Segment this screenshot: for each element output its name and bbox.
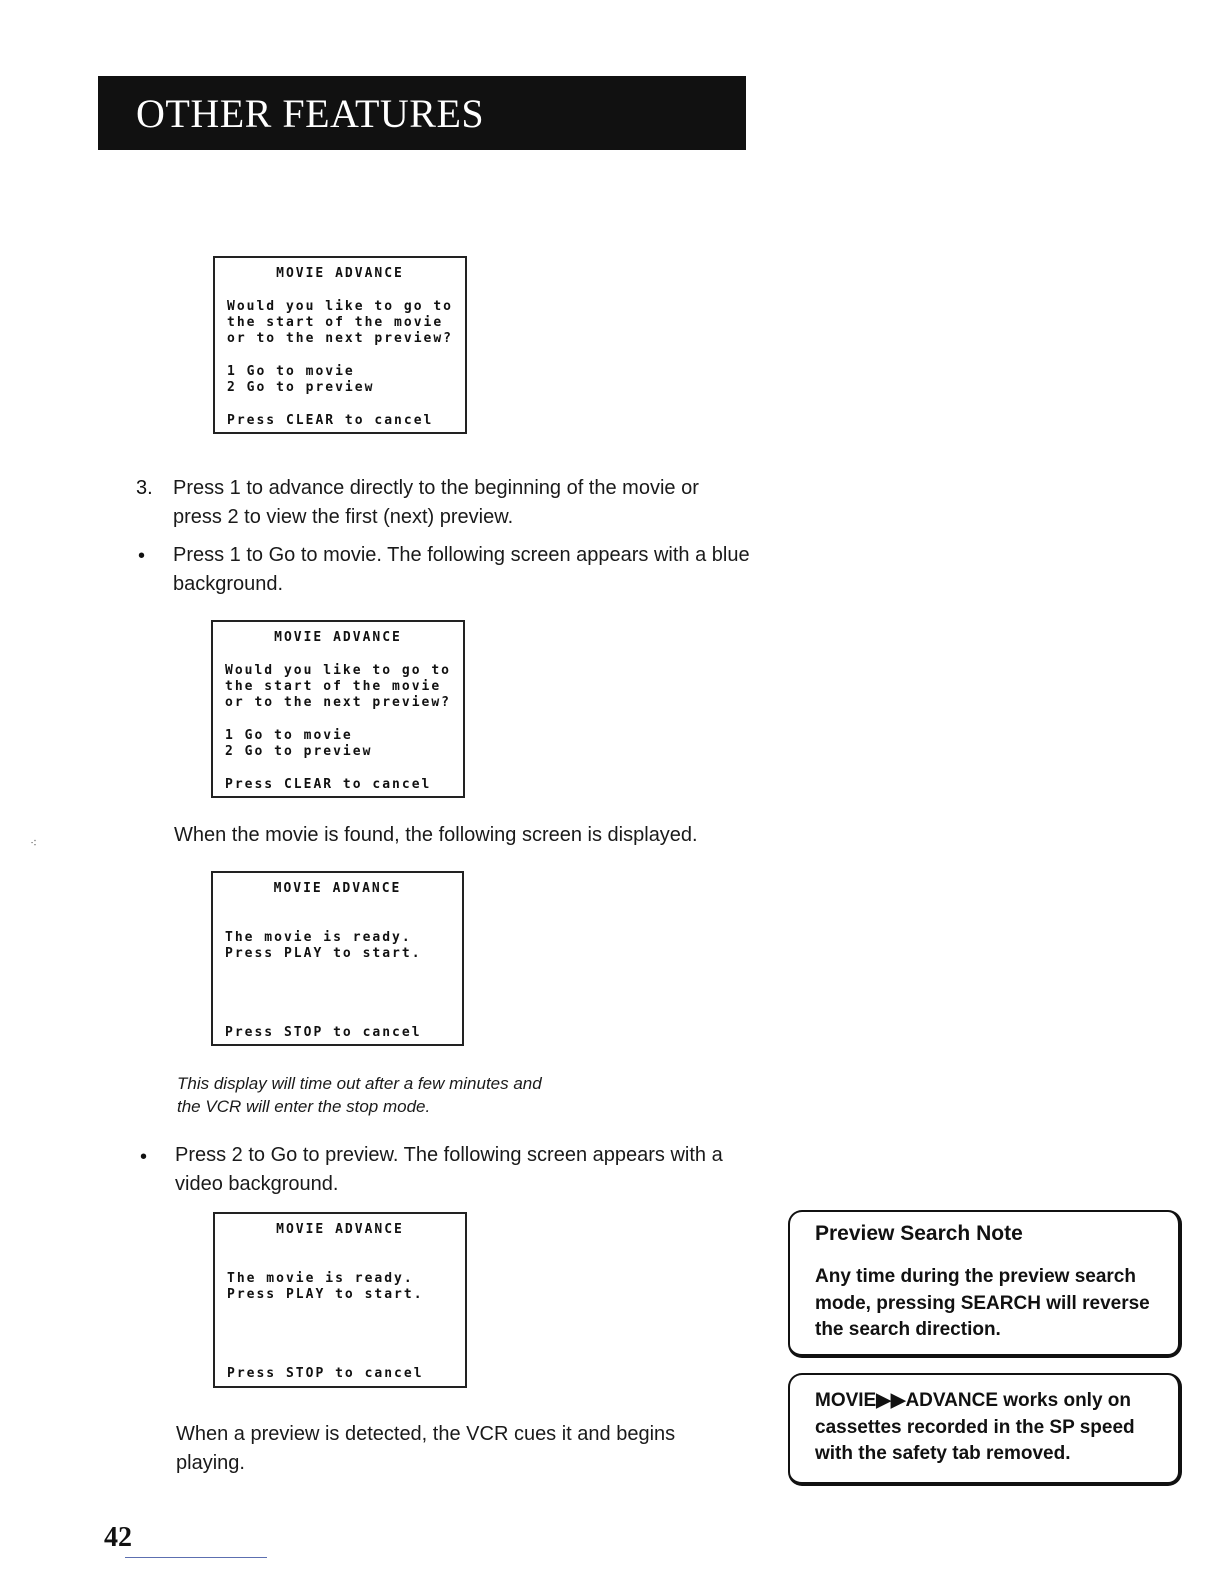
section-title: OTHER FEATURES bbox=[136, 91, 485, 136]
bullet-marker: • bbox=[140, 1146, 148, 1168]
note-title: Preview Search Note bbox=[815, 1222, 1023, 1245]
screen-title: MOVIE ADVANCE bbox=[276, 266, 404, 281]
screen-line: Press PLAY to start. bbox=[227, 1287, 424, 1302]
movie-advance-sp-note-box bbox=[788, 1373, 1182, 1486]
osd-screen-movie-advance-2 bbox=[211, 620, 465, 798]
section-header bbox=[98, 76, 746, 150]
screen-cancel-hint: Press CLEAR to cancel bbox=[227, 413, 434, 428]
preview-detected-text: When a preview is detected, the VCR cues it and begins playing. bbox=[176, 1423, 676, 1474]
screen-option-go-to-preview: 2 Go to preview bbox=[225, 744, 373, 759]
osd-screen-movie-ready-1 bbox=[211, 871, 464, 1046]
screen-line: the start of the movie bbox=[225, 679, 442, 694]
screen-title: MOVIE ADVANCE bbox=[276, 1222, 404, 1237]
note-text: MOVIE▶▶ADVANCE works only on cassettes recorded in the SP speed with the safety tab removed. bbox=[815, 1390, 1135, 1464]
screen-cancel-hint: Press CLEAR to cancel bbox=[225, 777, 432, 792]
screen-line: the start of the movie bbox=[227, 315, 444, 330]
osd-screen-movie-ready-2 bbox=[213, 1212, 467, 1388]
screen-line: Would you like to go to bbox=[225, 663, 452, 678]
osd-screen-movie-advance-1 bbox=[213, 256, 467, 434]
page-number: 42 bbox=[104, 1522, 132, 1553]
screen-title: MOVIE ADVANCE bbox=[273, 881, 402, 896]
step-number: 3. bbox=[136, 477, 153, 499]
screen-option-go-to-movie: 1 Go to movie bbox=[227, 364, 355, 379]
screen-line: or to the next preview? bbox=[225, 695, 452, 710]
timeout-note-line-2: the VCR will enter the stop mode. bbox=[177, 1097, 431, 1116]
screen-line: or to the next preview? bbox=[227, 331, 454, 346]
timeout-note-line-1: This display will time out after a few minutes and bbox=[177, 1074, 542, 1093]
note-text: Any time during the preview search mode, pressing SEARCH will reverse the search direction. bbox=[815, 1266, 1150, 1340]
screen-cancel-hint: Press STOP to cancel bbox=[225, 1025, 422, 1040]
screen-line: Press PLAY to start. bbox=[225, 946, 422, 961]
scan-speck-icon: ⁖ bbox=[30, 836, 38, 850]
preview-search-note-box bbox=[788, 1210, 1182, 1358]
screen-option-go-to-movie: 1 Go to movie bbox=[225, 728, 353, 743]
footer-rule bbox=[125, 1557, 267, 1558]
screen-cancel-hint: Press STOP to cancel bbox=[227, 1366, 424, 1381]
step-3-text: Press 1 to advance directly to the beginning of the movie or press 2 to view the first (next) preview. bbox=[173, 477, 699, 528]
screen-line: Would you like to go to bbox=[227, 299, 454, 314]
bullet-go-to-preview-text: Press 2 to Go to preview. The following screen appears with a video background. bbox=[175, 1144, 723, 1195]
bullet-go-to-movie-text: Press 1 to Go to movie. The following screen appears with a blue background. bbox=[173, 544, 750, 595]
screen-title: MOVIE ADVANCE bbox=[274, 630, 402, 645]
screen-line: The movie is ready. bbox=[227, 1271, 414, 1286]
screen-option-go-to-preview: 2 Go to preview bbox=[227, 380, 375, 395]
screen-line: The movie is ready. bbox=[225, 930, 412, 945]
movie-found-text: When the movie is found, the following screen is displayed. bbox=[174, 824, 698, 846]
bullet-marker: • bbox=[138, 545, 146, 567]
